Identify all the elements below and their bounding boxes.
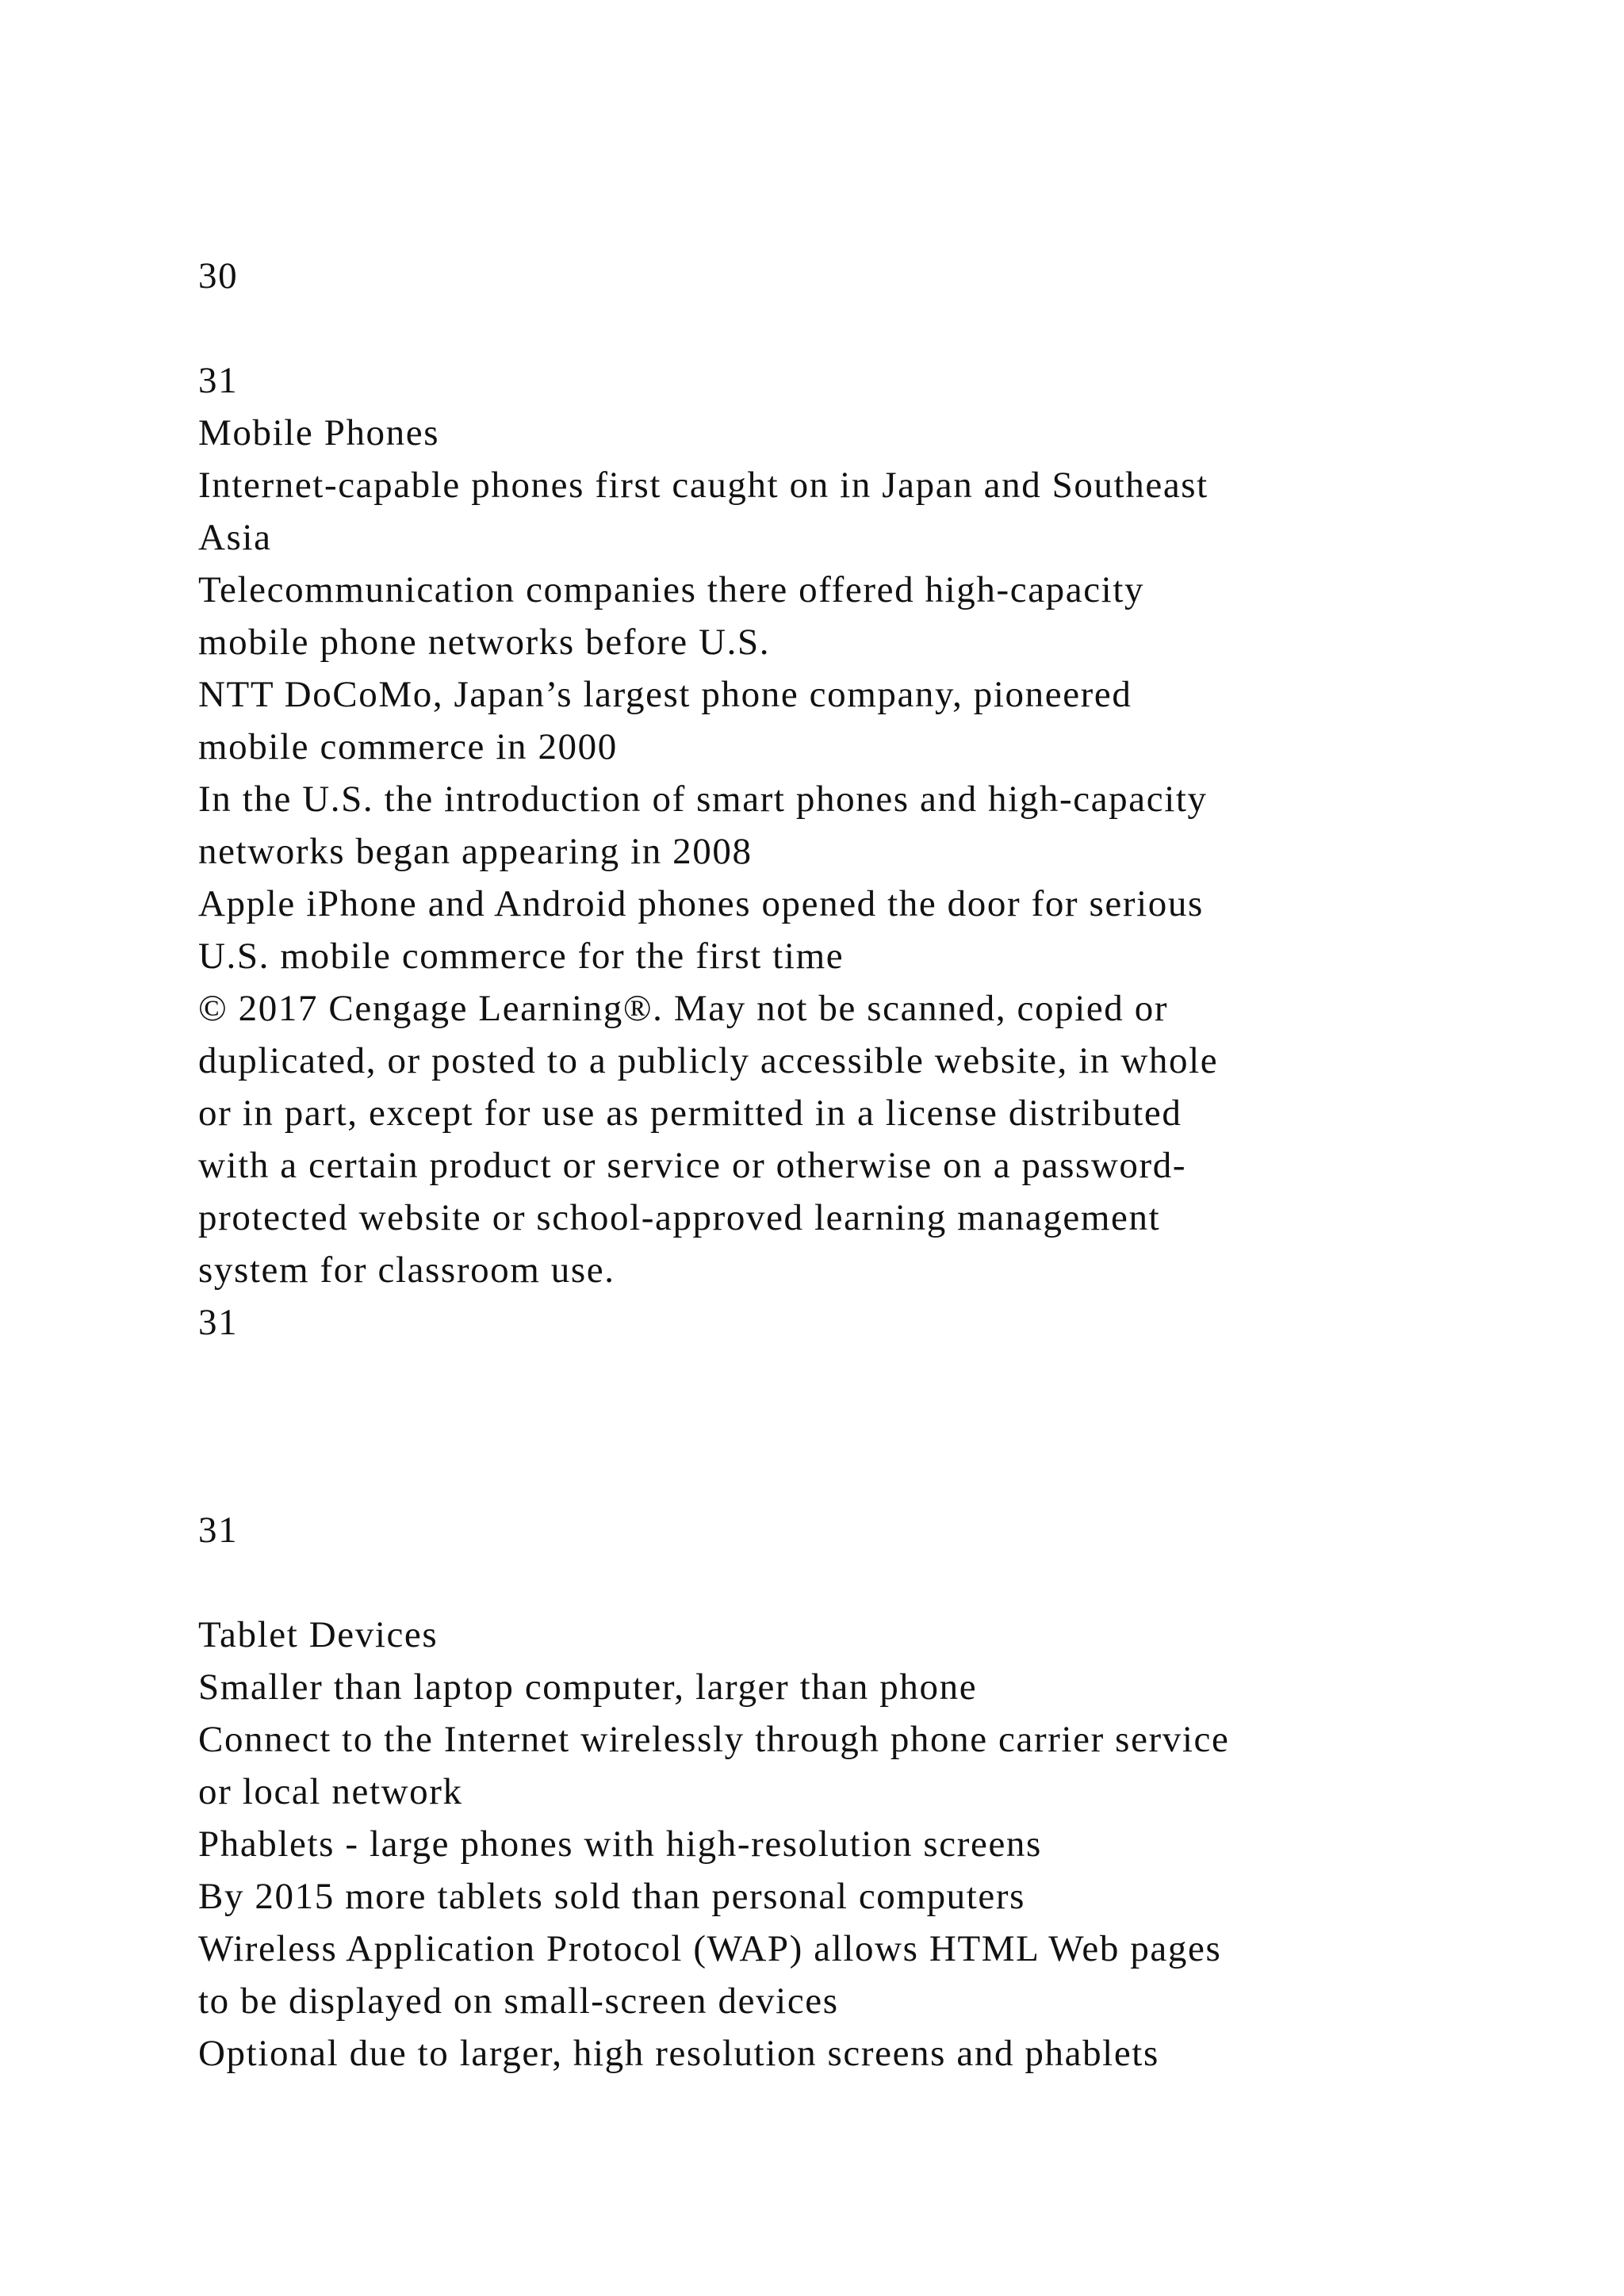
slide-number: 31: [198, 1302, 239, 1343]
body-line: Apple iPhone and Android phones opened the door for serious: [198, 883, 1204, 924]
body-line: or local network: [198, 1771, 463, 1812]
body-line: Internet-capable phones first caught on in Japan and Southeast: [198, 465, 1208, 506]
body-line: Phablets - large phones with high-resolution screens: [198, 1823, 1042, 1865]
copyright-line: protected website or school-approved learning management: [198, 1197, 1161, 1238]
slide-number: 31: [198, 1510, 239, 1551]
body-line: networks began appearing in 2008: [198, 831, 753, 872]
body-line: to be displayed on small-screen devices: [198, 1980, 839, 2022]
copyright-line: © 2017 Cengage Learning®. May not be scanned, copied or: [198, 988, 1169, 1029]
body-line: Smaller than laptop computer, larger than phone: [198, 1667, 978, 1708]
copyright-line: or in part, except for use as permitted in a license distributed: [198, 1093, 1182, 1134]
body-line: Wireless Application Protocol (WAP) allows HTML Web pages: [198, 1928, 1222, 1969]
body-line: Optional due to larger, high resolution screens and phablets: [198, 2033, 1159, 2074]
body-line: U.S. mobile commerce for the first time: [198, 936, 845, 977]
copyright-line: duplicated, or posted to a publicly accessible website, in whole: [198, 1040, 1219, 1081]
body-line: mobile phone networks before U.S.: [198, 622, 771, 663]
body-line: Asia: [198, 517, 272, 558]
section-heading: Tablet Devices: [198, 1614, 439, 1655]
body-line: Telecommunication companies there offered high-capacity: [198, 569, 1145, 610]
copyright-line: with a certain product or service or otherwise on a password-: [198, 1145, 1187, 1186]
section-heading: Mobile Phones: [198, 412, 440, 453]
body-line: NTT DoCoMo, Japan’s largest phone company, pioneered: [198, 674, 1132, 715]
body-line: Connect to the Internet wirelessly through phone carrier service: [198, 1719, 1230, 1760]
body-line: mobile commerce in 2000: [198, 726, 618, 767]
body-line: In the U.S. the introduction of smart phones and high-capacity: [198, 779, 1208, 820]
body-line: By 2015 more tablets sold than personal computers: [198, 1876, 1026, 1917]
page-number-30: 30: [198, 255, 239, 297]
slide-number: 31: [198, 360, 239, 401]
copyright-line: system for classroom use.: [198, 1249, 615, 1291]
